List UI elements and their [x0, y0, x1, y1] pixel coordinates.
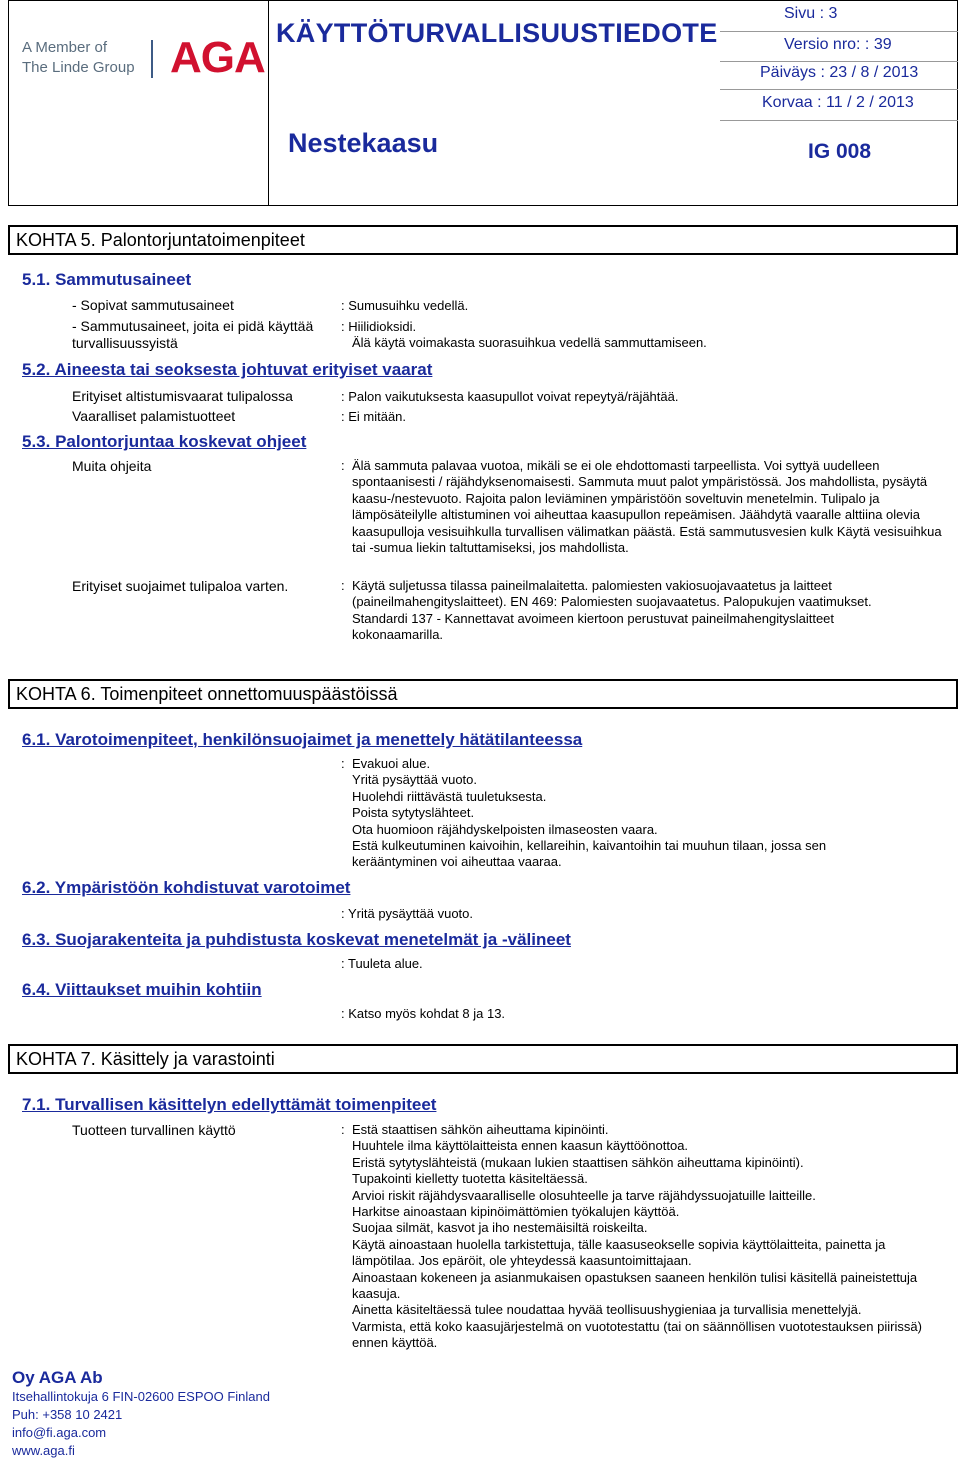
hazard-label: Erityiset altistumisvaarat tulipalossa: [72, 388, 293, 404]
revision-date: Päiväys : 23 / 8 / 2013: [760, 64, 919, 81]
document-title: KÄYTTÖTURVALLISUUSTIEDOTE: [276, 18, 718, 48]
colon: :: [341, 578, 345, 593]
meta-rule: [720, 120, 958, 121]
hazard-value: : Palon vaikutuksesta kaasupullot voivat repeytyä/räjähtää.: [341, 389, 679, 404]
subsection-6-2: 6.2. Ympäristöön kohdistuvat varotoimet: [22, 878, 351, 897]
list-item: Arvioi riskit räjähdysvaaralliselle olosuhteelle ja tarve räjähdyssuojatuille laitteille.: [352, 1187, 816, 1203]
combustion-value: : Ei mitään.: [341, 409, 407, 424]
unsuitable-media-label: - Sammutusaineet, joita ei pidä käyttää: [72, 318, 314, 334]
containment-value: : Tuuleta alue.: [341, 956, 423, 971]
header-divider: [268, 0, 269, 206]
list-item: Tupakointi kielletty tuotetta käsiteltäessä.: [352, 1171, 588, 1187]
precautions-list: [352, 756, 912, 871]
other-instructions-text: Älä sammuta palavaa vuotoa, mikäli se ei ole ehdottomasti tarpeellista. Voi syttyä uudelleen spontaanisesti / räjähdyksenomaisesti. Sammuta muut palot ympäristössä. Jos mahdollista, pysäytä kaasu-/nestevuoto. Rajoita palon leviäminen ympäristöön soveltuvin menetelmin. Tulipalo ja lämpösäteilylle altistuminen voi aiheuttaa kaasupullon repeämisen. Jäähdytä vaaralle alttiina olevia kaasupulloja vesisuihkulla turvallisen välimatkan päästä. Estä sammutusvesien kulk Käytä vesisuihkua tai -sumua liekin taltuttamiseksi, jos mahdollista.: [352, 458, 942, 556]
logo-separator: [151, 40, 153, 78]
list-item: Ainoastaan kokeneen ja asianmukaisen opastuksen saaneen henkilön tulisi käsitellä paineistettuja kaasuja.: [352, 1269, 918, 1302]
environmental-value: : Yritä pysäyttää vuoto.: [341, 906, 473, 921]
protective-equipment-text: Käytä suljetussa tilassa paineilmalaitetta. palomiesten vakiosuojavaatetus ja laitteet (paineilmahengityslaitteet). EN 469: Palomiesten suojavaatetus. Palopukujen vaatimukset. Standardi 137 - Kannettavat avoimeen kiertoon perustuvat paineilmahengityslaitteet kokonaamarilla.: [352, 578, 872, 643]
meta-rule: [720, 61, 958, 62]
subsection-6-4: 6.4. Viittaukset muihin kohtiin: [22, 980, 262, 999]
footer-website[interactable]: www.aga.fi: [12, 1443, 75, 1458]
version-number: Versio nro: : 39: [784, 36, 892, 53]
section-5-header: [8, 225, 958, 255]
safe-handling-label: Tuotteen turvallinen käyttö: [72, 1122, 236, 1138]
subsection-6-1: 6.1. Varotoimenpiteet, henkilönsuojaimet ja menettely hätätilanteessa: [22, 730, 583, 749]
list-item: Varmista, että koko kaasujärjestelmä on vuototestattu (tai on säännöllisen vuototestauksen piirissä) ennen käyttöä.: [352, 1318, 922, 1351]
list-item: Eristä sytytyslähteistä (mukaan lukien staattisen sähkön aiheuttama kipinöinti).: [352, 1154, 804, 1170]
logo-group-text: The Linde Group: [22, 59, 135, 76]
protective-equipment-label: Erityiset suojaimet tulipaloa varten.: [72, 578, 289, 594]
linde-member-logo: [22, 38, 135, 78]
list-item: Ainetta käsiteltäessä tulee noudattaa hyvää teollisuushygieniaa ja turvallisia menettelyjä.: [352, 1302, 862, 1318]
meta-rule: [720, 31, 958, 32]
subsection-5-1: 5.1. Sammutusaineet: [22, 270, 192, 289]
section-5-title: KOHTA 5. Palontorjuntatoimenpiteet: [16, 230, 305, 250]
section-6-title: KOHTA 6. Toimenpiteet onnettomuuspäästöissä: [16, 684, 398, 704]
list-item: Ota huomioon räjähdyskelpoisten ilmaseosten vaara.: [352, 821, 658, 837]
replaces-date: Korvaa : 11 / 2 / 2013: [762, 94, 914, 111]
list-item: Käytä ainoastaan huolella tarkistettuja, tälle kaasuseokselle sopivia käyttölaitteita, painetta ja lämpötilaa. Jos epäröit, ole yhteydessä kaasuntoimittajaan.: [352, 1236, 886, 1269]
list-item: Estä kulkeutuminen kaivoihin, kellareihin, kaivantoihin tai muuhun tilaan, jossa sen kerääntyminen voi aiheuttaa vaaraa.: [352, 838, 827, 870]
unsuitable-media-label-2: turvallisuussyistä: [72, 335, 178, 351]
list-item: Suojaa silmät, kasvot ja iho nestemäisiltä roiskeilta.: [352, 1220, 648, 1236]
colon: :: [341, 1122, 345, 1137]
colon: :: [341, 756, 345, 771]
colon: :: [341, 458, 345, 473]
subsection-7-1: 7.1. Turvallisen käsittelyn edellyttämät toimenpiteet: [22, 1095, 437, 1114]
footer-phone: Puh: +358 10 2421: [12, 1407, 123, 1422]
list-item: Estä staattisen sähkön aiheuttama kipinöinti.: [352, 1122, 609, 1137]
unsuitable-media-value-2: Älä käytä voimakasta suorasuihkua vedellä sammuttamiseen.: [352, 335, 707, 350]
references-value: : Katso myös kohdat 8 ja 13.: [341, 1006, 506, 1021]
product-code: IG 008: [808, 140, 872, 163]
footer-company: Oy AGA Ab: [12, 1368, 103, 1387]
list-item: Harkitse ainoastaan kipinöimättömien työkalujen käyttöä.: [352, 1204, 680, 1220]
footer-address: Itsehallintokuja 6 FIN-02600 ESPOO Finland: [12, 1389, 270, 1404]
unsuitable-media-value: : Hiilidioksidi.: [341, 319, 417, 334]
suitable-media-value: : Sumusuihku vedellä.: [341, 298, 469, 313]
other-instructions-label: Muita ohjeita: [72, 458, 152, 474]
meta-rule: [720, 89, 958, 90]
list-item: Huolehdi riittävästä tuuletuksesta.: [352, 788, 547, 804]
section-6-header: [8, 679, 958, 709]
subsection-5-3: 5.3. Palontorjuntaa koskevat ohjeet: [22, 432, 307, 451]
footer-email[interactable]: info@fi.aga.com: [12, 1425, 107, 1440]
list-item: Huuhtele ilma käyttölaitteista ennen kaasun käyttöönottoa.: [352, 1138, 689, 1154]
subsection-6-3: 6.3. Suojarakenteita ja puhdistusta koskevat menetelmät ja -välineet: [22, 930, 571, 949]
subsection-5-2: 5.2. Aineesta tai seoksesta johtuvat erityiset vaarat: [22, 360, 433, 379]
page-number: Sivu : 3: [784, 5, 838, 22]
logo-member-text: A Member of: [22, 39, 108, 56]
aga-logo: AGA: [170, 33, 265, 82]
list-item: Yritä pysäyttää vuoto.: [352, 772, 478, 788]
list-item: Poista sytytyslähteet.: [352, 805, 475, 821]
safe-handling-list: [352, 1122, 948, 1352]
product-name: Nestekaasu: [288, 128, 439, 158]
combustion-label: Vaaralliset palamistuotteet: [72, 408, 236, 424]
section-7-header: [8, 1044, 958, 1074]
section-7-title: KOHTA 7. Käsittely ja varastointi: [16, 1049, 275, 1069]
list-item: Evakuoi alue.: [352, 756, 431, 771]
suitable-media-label: - Sopivat sammutusaineet: [72, 297, 234, 313]
